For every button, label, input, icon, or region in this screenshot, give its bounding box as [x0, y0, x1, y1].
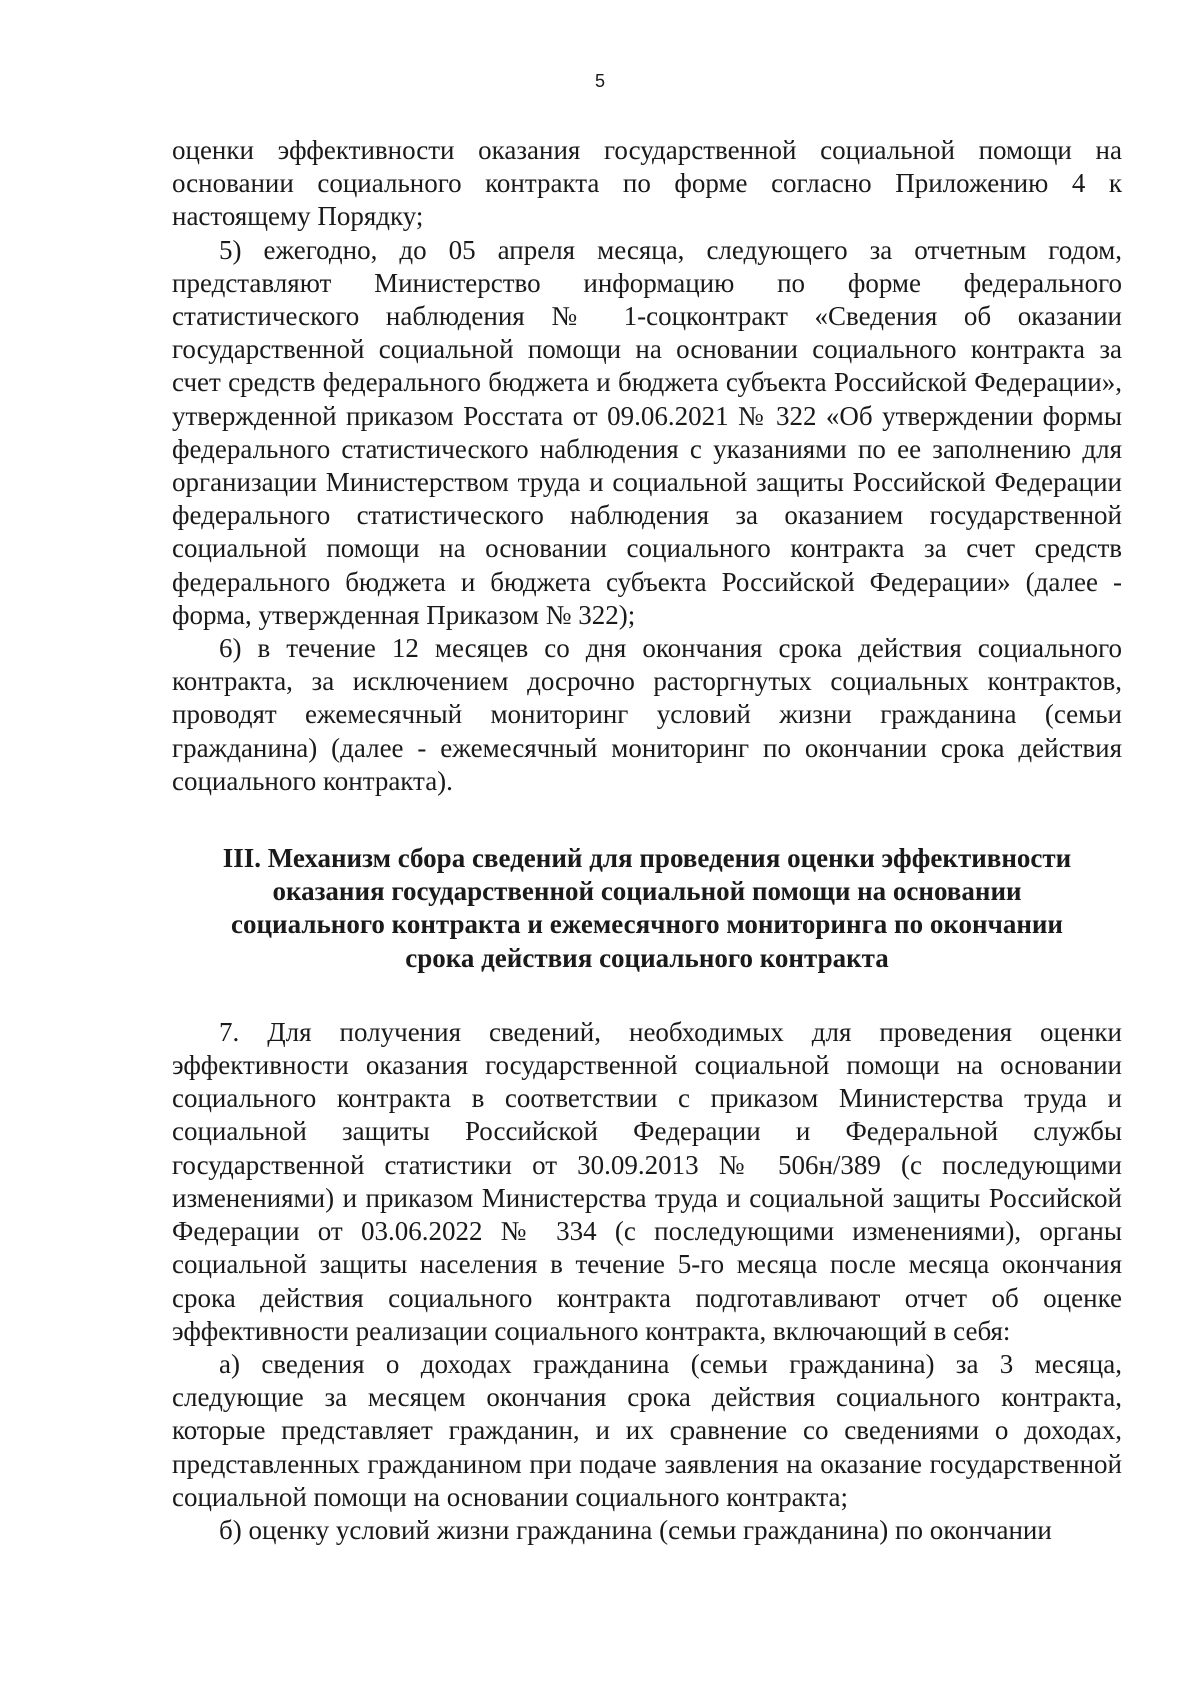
- section-title-line: срока действия социального контракта: [405, 942, 889, 973]
- paragraph-subitem-b: б) оценку условий жизни гражданина (семьи гражданина) по окончании: [219, 1514, 1052, 1545]
- page-number: 5: [594, 71, 605, 91]
- section-title-line: III. Механизм сбора сведений для проведения оценки эффективности: [222, 843, 1072, 874]
- section-title: [172, 842, 1122, 975]
- paragraph-item-7: 7. Для получения сведений, необходимых для проведения оценки эффективности оказания государственной социальной помощи на основании социального контракта в соответствии с приказом Министерства труда и социальной защиты Российской Федерации и Федеральной службы государственной статистики от 30.09.2013 № 506н/389 (с последующими изменениями) и приказом Министерства труда и социальной защиты Российской Федерации от 03.06.2022 № 334 (с последующими изменениями), органы социальной защиты населения в течение 5-го месяца после месяца окончания срока действия социального контракта подготавливают отчет об оценке эффективности реализации социального контракта, включающий в себя:: [172, 1016, 1122, 1346]
- section-title-line: социального контракта и ежемесячного мониторинга по окончании: [231, 909, 1063, 940]
- paragraph-subitem-a: а) сведения о доходах гражданина (семьи гражданина) за 3 месяца, следующие за месяцем окончания срока действия социального контракта, которые представляет гражданин, и их сравнение со сведениями о доходах, представленных гражданином при подаче заявления на оказание государственной социальной помощи на основании социального контракта;: [172, 1348, 1122, 1512]
- paragraph-continuation: оценки эффективности оказания государственной социальной помощи на основании социального контракта по форме согласно Приложению 4 к настоящему Порядку;: [172, 135, 1122, 232]
- paragraph-item-6: 6) в течение 12 месяцев со дня окончания срока действия социального контракта, за исключением досрочно расторгнутых социальных контрактов, проводят ежемесячный мониторинг условий жизни гражданина (семьи гражданина) (далее - ежемесячный мониторинг по окончании срока действия социального контракта).: [172, 633, 1122, 796]
- section-title-line: оказания государственной социальной помощи на основании: [272, 876, 1022, 907]
- paragraph-item-5: 5) ежегодно, до 05 апреля месяца, следующего за отчетным годом, представляют Министерство информацию по форме федерального статистического наблюдения № 1-соцконтракт «Сведения об оказании государственной социальной помощи на основании социального контракта за счет средств федерального бюджета и бюджета субъекта Российской Федерации», утвержденной приказом Росстата от 09.06.2021 № 322 «Об утверждении формы федерального статистического наблюдения с указаниями по ее заполнению для организации Министерством труда и социальной защиты Российской Федерации федерального статистического наблюдения за оказанием государственной социальной помощи на основании социального контракта за счет средств федерального бюджета и бюджета субъекта Российской Федерации» (далее - форма, утвержденная Приказом № 322);: [172, 234, 1122, 630]
